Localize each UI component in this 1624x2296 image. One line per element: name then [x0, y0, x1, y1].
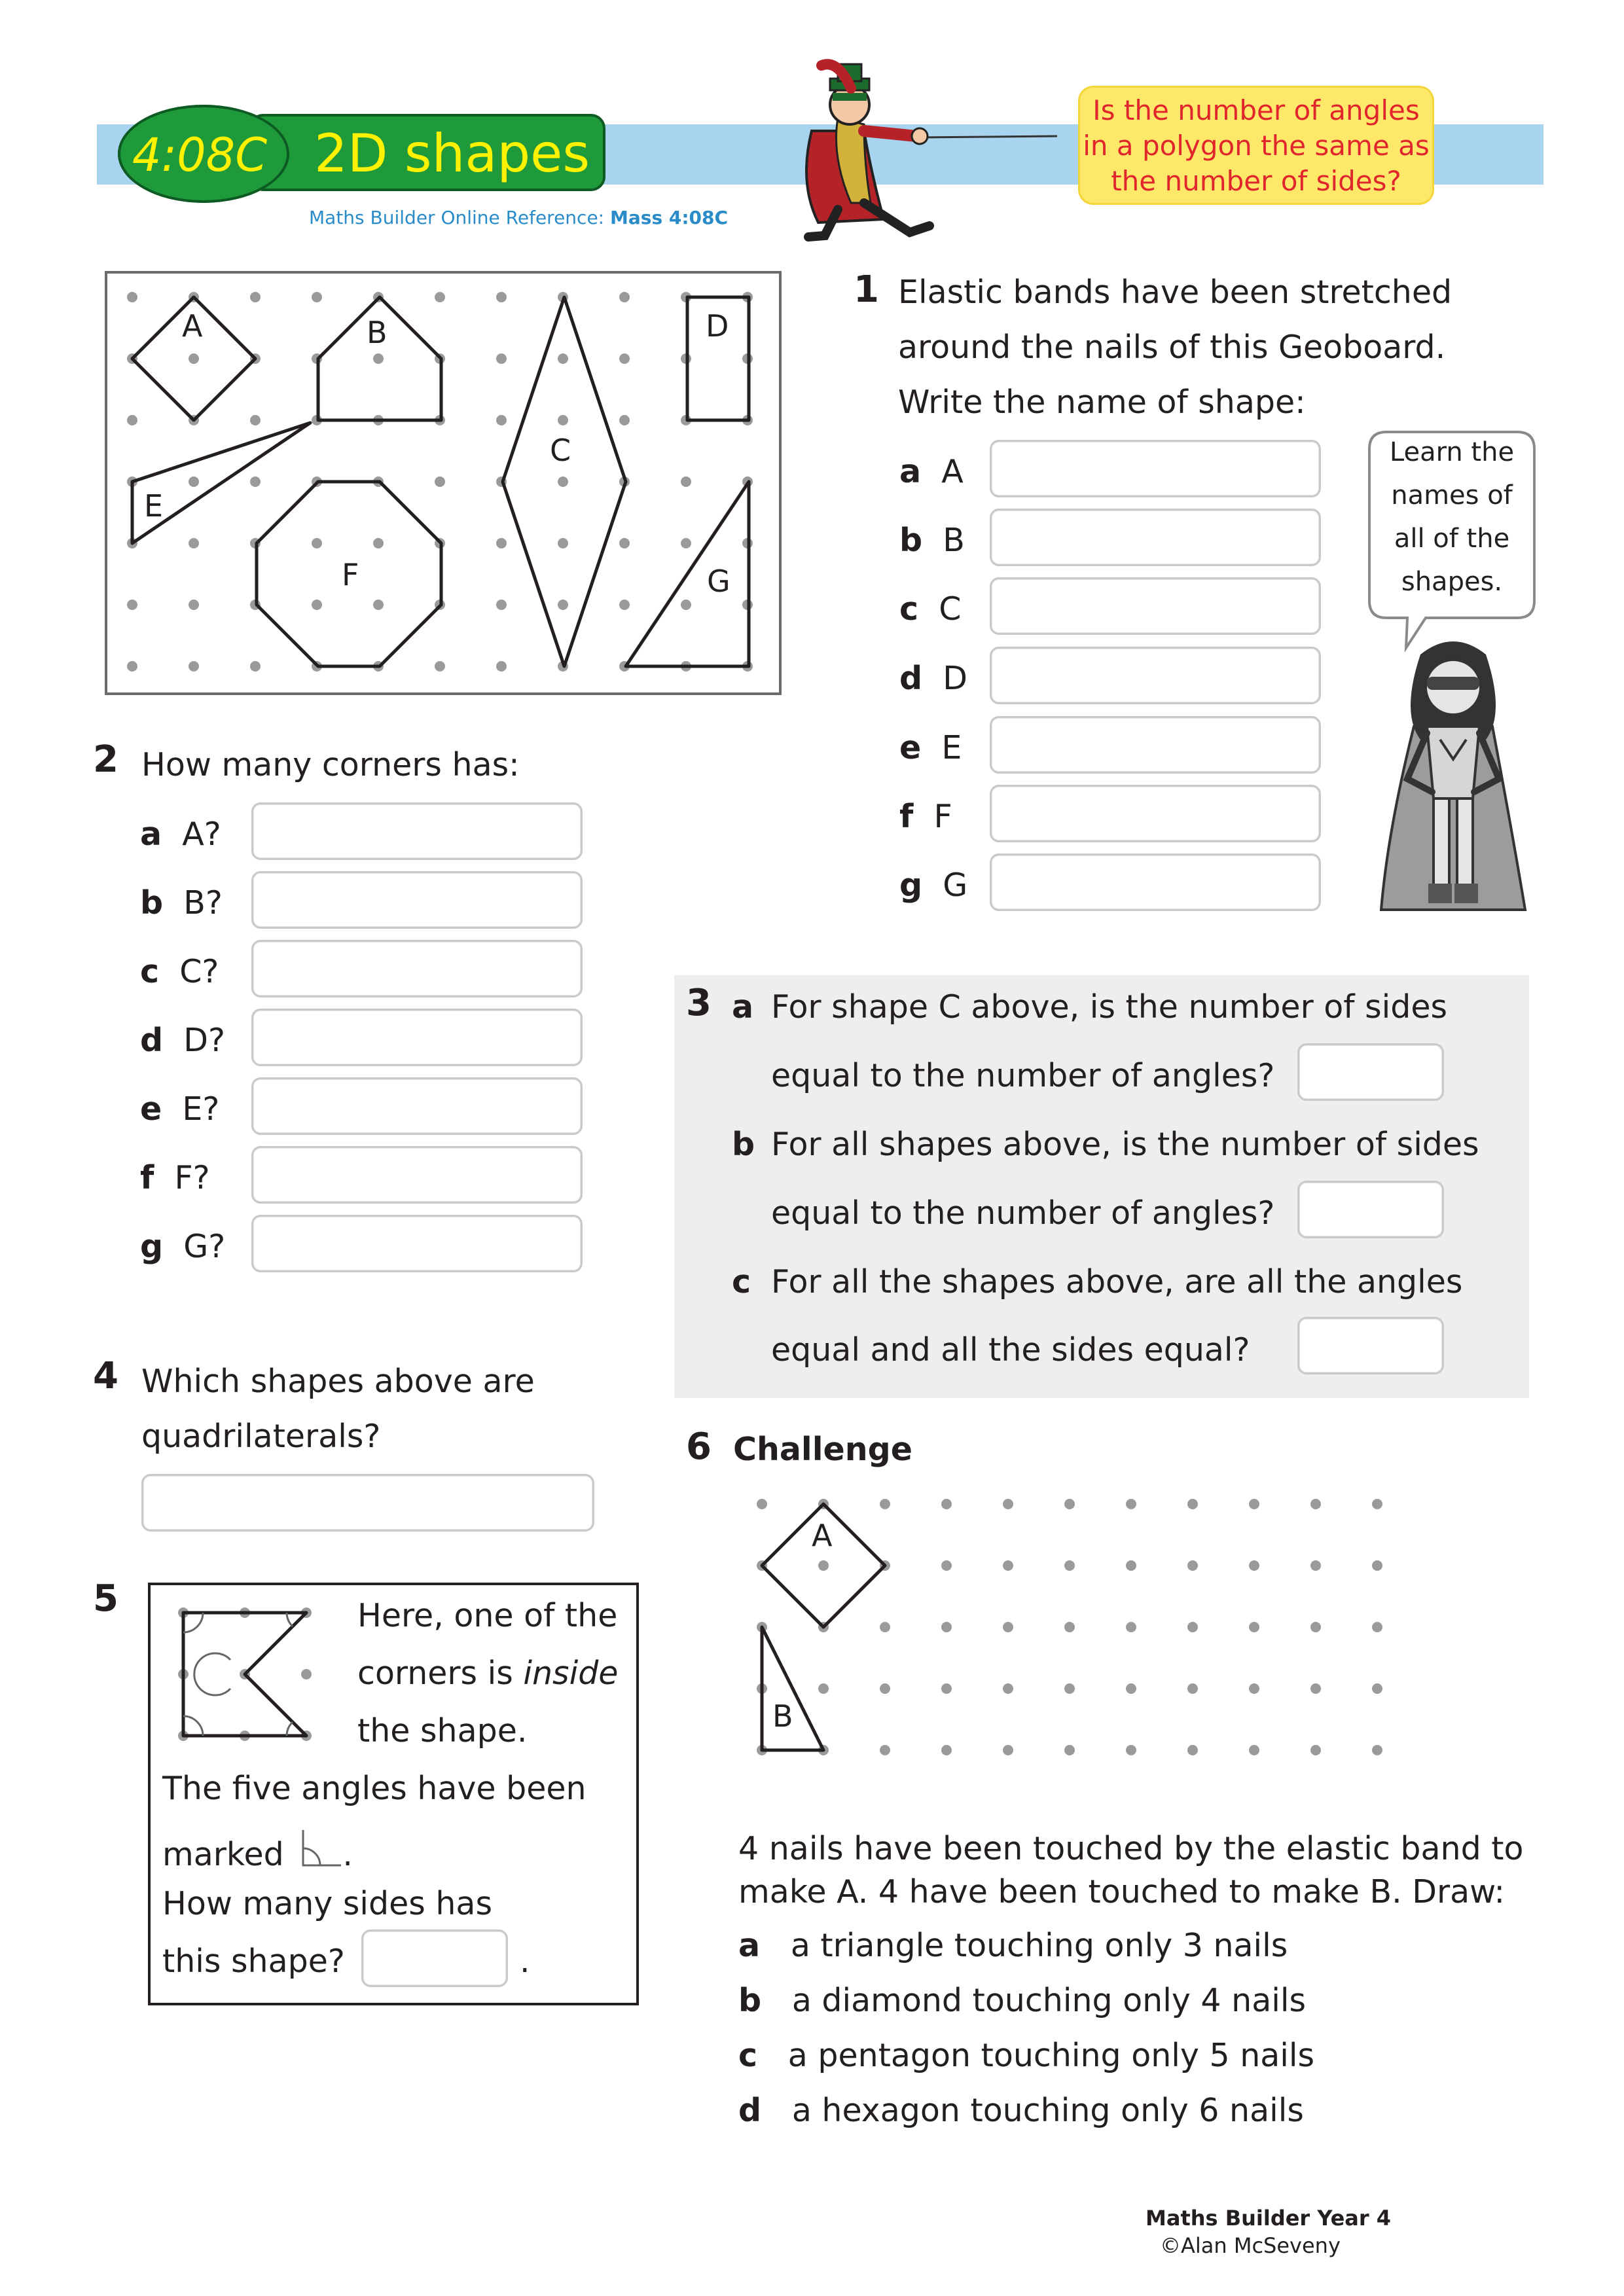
- nail: [189, 538, 199, 548]
- q2-answer-c[interactable]: [251, 940, 583, 997]
- nail: [941, 1499, 952, 1509]
- q2-item-letter: d: [140, 1022, 164, 1059]
- nail: [757, 1499, 767, 1509]
- nail: [880, 1622, 890, 1632]
- nail: [312, 538, 322, 548]
- q6-nail-grid: [746, 1487, 1401, 1762]
- nail: [496, 600, 507, 610]
- nail: [1187, 1622, 1198, 1632]
- nail: [558, 476, 568, 487]
- q1-item-b: [899, 522, 965, 559]
- q3-item-c-letter: c: [732, 1263, 751, 1300]
- nail: [250, 415, 261, 425]
- q1-item-letter: g: [899, 867, 923, 904]
- q1-item-letter: b: [899, 522, 923, 559]
- q6-item-letter: b: [738, 1982, 762, 2019]
- footer-copyright: ©Alan McSeveny: [1160, 2233, 1341, 2258]
- q1-item-a: [899, 453, 964, 490]
- q1-number: 1: [854, 268, 879, 311]
- q2-item-letter: b: [140, 884, 164, 922]
- q2-item-letter: e: [140, 1090, 162, 1128]
- nail: [1126, 1745, 1136, 1755]
- nail: [1310, 1683, 1321, 1694]
- q2-item-letter: a: [140, 816, 162, 853]
- nail: [250, 292, 261, 302]
- nail: [1126, 1622, 1136, 1632]
- q1-answer-d[interactable]: [990, 647, 1321, 704]
- nail: [941, 1683, 952, 1694]
- q6-item-letter: d: [738, 2092, 762, 2129]
- nail: [558, 538, 568, 548]
- nail: [619, 538, 630, 548]
- nail: [619, 292, 630, 302]
- q5-answer[interactable]: [361, 1929, 508, 1987]
- q2-item-letter: c: [140, 953, 160, 990]
- reference-code: Mass 4:08C: [610, 207, 729, 228]
- label-f: F: [342, 557, 359, 592]
- nail: [435, 661, 445, 672]
- villain-mascot-illustration: [792, 52, 1067, 242]
- nail: [312, 600, 322, 610]
- nail: [681, 538, 691, 548]
- q3-answer-c[interactable]: [1297, 1317, 1444, 1374]
- nail: [250, 476, 261, 487]
- nail: [1249, 1622, 1259, 1632]
- q1-item-label: B: [943, 522, 965, 559]
- q6-item-text: a pentagon touching only 5 nails: [787, 2037, 1315, 2074]
- nail: [250, 661, 261, 672]
- q6-item-c: [738, 2037, 1314, 2074]
- nail: [1249, 1683, 1259, 1694]
- q6-intro-1: 4 nails have been touched by the elastic band to: [738, 1830, 1524, 1867]
- q5-emphasis: inside: [523, 1655, 619, 1692]
- nail: [1064, 1560, 1075, 1571]
- q2-item-label: E?: [182, 1090, 220, 1128]
- nail: [1003, 1560, 1013, 1571]
- q5-line-3: the shape.: [357, 1712, 528, 1749]
- q6-number: 6: [686, 1426, 712, 1468]
- q6-item-a: [738, 1927, 1288, 1964]
- nail: [127, 415, 137, 425]
- tip-line-1: Is the number of angles: [1092, 94, 1420, 126]
- angle-mark-icon: [294, 1827, 342, 1869]
- nail: [1064, 1622, 1075, 1632]
- q2-item-label: G?: [183, 1228, 226, 1265]
- nail: [1372, 1745, 1382, 1755]
- q2-item-c: [140, 953, 219, 990]
- q2-text: How many corners has:: [141, 746, 520, 783]
- q4-answer[interactable]: [141, 1474, 594, 1532]
- lesson-code: 4:08C: [132, 128, 268, 182]
- nail: [619, 600, 630, 610]
- nail: [1003, 1499, 1013, 1509]
- superhero-mascot-illustration: [1375, 635, 1532, 923]
- q1-item-letter: e: [899, 729, 922, 766]
- label-a: A: [182, 308, 203, 344]
- q2-item-e: [140, 1090, 219, 1128]
- nail: [127, 661, 137, 672]
- nail: [1372, 1499, 1382, 1509]
- q6-item-text: a triangle touching only 3 nails: [790, 1927, 1288, 1964]
- q4-number: 4: [93, 1355, 118, 1397]
- tip-box: [1080, 88, 1432, 203]
- nail: [496, 538, 507, 548]
- q5-line-1: Here, one of the: [357, 1597, 618, 1634]
- q6-title: Challenge: [733, 1431, 912, 1468]
- label-e: E: [144, 488, 164, 524]
- q5-period-1: .: [342, 1836, 353, 1873]
- q2-item-g: [140, 1228, 225, 1265]
- q1-item-label: A: [941, 453, 964, 490]
- q5-period-2: .: [520, 1943, 530, 1980]
- q2-answer-d[interactable]: [251, 1009, 583, 1066]
- nail: [496, 415, 507, 425]
- q3-item-a-line-1: For shape C above, is the number of sides: [771, 988, 1448, 1026]
- nail: [1187, 1560, 1198, 1571]
- q2-answer-a[interactable]: [251, 802, 583, 860]
- q2-answer-e[interactable]: [251, 1077, 583, 1135]
- nail: [1064, 1745, 1075, 1755]
- q5-line-2: [357, 1655, 618, 1692]
- q6-nails: [757, 1499, 1382, 1755]
- hint-line-2: names of: [1391, 480, 1513, 511]
- q3-item-a-letter: a: [732, 988, 754, 1026]
- nail: [1372, 1683, 1382, 1694]
- q1-item-letter: d: [899, 660, 923, 697]
- reference-label: [309, 207, 728, 228]
- q6-item-letter: a: [738, 1927, 761, 1964]
- nail: [1310, 1499, 1321, 1509]
- nail: [1003, 1683, 1013, 1694]
- q5-arrow-shape-diagram: [171, 1601, 322, 1751]
- q1-line-1: Elastic bands have been stretched: [898, 274, 1453, 311]
- q1-item-letter: f: [899, 798, 914, 835]
- q5-line-2-text: corners is: [357, 1655, 513, 1692]
- q1-item-f: [899, 798, 952, 835]
- q6-item-letter: c: [738, 2037, 758, 2074]
- nail: [1310, 1745, 1321, 1755]
- q2-item-label: F?: [174, 1159, 210, 1196]
- q2-item-label: D?: [183, 1022, 225, 1059]
- nail: [189, 661, 199, 672]
- q1-answer-g[interactable]: [990, 853, 1321, 911]
- nail: [127, 600, 137, 610]
- q1-item-label: D: [943, 660, 967, 697]
- nail: [373, 600, 384, 610]
- q1-line-2: around the nails of this Geoboard.: [898, 329, 1446, 366]
- q1-item-c: [899, 590, 961, 628]
- nail: [681, 476, 691, 487]
- nail: [1003, 1745, 1013, 1755]
- q1-line-3: Write the name of shape:: [898, 384, 1306, 421]
- nail: [496, 353, 507, 364]
- q2-item-letter: g: [140, 1228, 164, 1265]
- nail: [941, 1622, 952, 1632]
- q3-item-b-line-2: equal to the number of angles?: [771, 1194, 1275, 1232]
- q3-item-b-letter: b: [732, 1126, 755, 1163]
- q1-item-e: [899, 729, 962, 766]
- q4-line-2: quadrilaterals?: [141, 1418, 381, 1455]
- q6-label-b: B: [772, 1698, 793, 1734]
- nail: [619, 415, 630, 425]
- q3-item-c-line-2: equal and all the sides equal?: [771, 1331, 1250, 1369]
- q5-marked-text: marked: [162, 1836, 284, 1873]
- hint-line-4: shapes.: [1401, 567, 1503, 597]
- q6-item-text: a hexagon touching only 6 nails: [791, 2092, 1304, 2129]
- nail: [941, 1560, 952, 1571]
- nail: [818, 1560, 829, 1571]
- label-c: C: [550, 433, 571, 468]
- tip-line-2: in a polygon the same as: [1083, 130, 1430, 162]
- nail: [1372, 1560, 1382, 1571]
- q6-item-d: [738, 2092, 1304, 2129]
- nail: [818, 1683, 829, 1694]
- nail: [1003, 1622, 1013, 1632]
- hint-line-1: Learn the: [1389, 437, 1515, 467]
- nail: [1126, 1499, 1136, 1509]
- nail: [1064, 1683, 1075, 1694]
- hint-line-3: all of the: [1394, 524, 1510, 554]
- nail: [1187, 1745, 1198, 1755]
- nail: [189, 476, 199, 487]
- q2-item-d: [140, 1022, 225, 1059]
- page-title: 2D shapes: [314, 123, 590, 184]
- q2-answer-b[interactable]: [251, 871, 583, 929]
- q5-line-6: How many sides has: [162, 1885, 492, 1922]
- nail: [1249, 1560, 1259, 1571]
- q1-item-label: C: [939, 590, 962, 628]
- q3-answer-a[interactable]: [1297, 1043, 1444, 1101]
- nail: [127, 292, 137, 302]
- nail: [1064, 1499, 1075, 1509]
- q6-item-b: [738, 1982, 1306, 2019]
- q2-item-label: A?: [182, 816, 221, 853]
- nail: [558, 415, 568, 425]
- nail: [312, 292, 322, 302]
- geoboard: [105, 271, 782, 695]
- nail: [1126, 1560, 1136, 1571]
- q6-label-a: A: [812, 1518, 833, 1553]
- q6-item-text: a diamond touching only 4 nails: [791, 1982, 1307, 2019]
- q1-item-label: E: [941, 729, 962, 766]
- q5-line-4: The five angles have been: [162, 1770, 586, 1807]
- q2-item-label: C?: [179, 953, 219, 990]
- label-b: B: [367, 315, 388, 350]
- q2-answer-f[interactable]: [251, 1146, 583, 1204]
- nail: [1126, 1683, 1136, 1694]
- q5-line-7: this shape?: [162, 1943, 345, 1980]
- q1-answer-b[interactable]: [990, 509, 1321, 566]
- nail: [1372, 1622, 1382, 1632]
- q1-item-label: F: [933, 798, 952, 835]
- nail: [373, 538, 384, 548]
- lesson-badge: [118, 105, 615, 203]
- q3-number: 3: [686, 982, 712, 1024]
- q1-answer-e[interactable]: [990, 716, 1321, 774]
- q3-item-b-line-1: For all shapes above, is the number of sides: [771, 1126, 1479, 1163]
- nail: [496, 292, 507, 302]
- nail: [1249, 1745, 1259, 1755]
- q1-item-label: G: [943, 867, 968, 904]
- nail: [1187, 1683, 1198, 1694]
- label-d: D: [706, 308, 729, 344]
- q3-item-c-line-1: For all the shapes above, are all the angles: [771, 1263, 1463, 1300]
- nail: [1310, 1622, 1321, 1632]
- nail: [880, 1683, 890, 1694]
- nail: [880, 1745, 890, 1755]
- tip-line-3: the number of sides?: [1111, 165, 1401, 197]
- label-g: G: [707, 564, 731, 599]
- q1-answer-f[interactable]: [990, 785, 1321, 842]
- q5-number: 5: [93, 1577, 118, 1620]
- nail: [189, 600, 199, 610]
- q2-item-a: [140, 816, 221, 853]
- q2-item-letter: f: [140, 1159, 154, 1196]
- q5-line-5: [162, 1827, 353, 1873]
- nail: [435, 292, 445, 302]
- nail: [619, 353, 630, 364]
- shape-e-triangle: [132, 423, 310, 543]
- q1-item-d: [899, 660, 967, 697]
- q1-answer-c[interactable]: [990, 577, 1321, 635]
- q3-answer-b[interactable]: [1297, 1181, 1444, 1238]
- q1-answer-a[interactable]: [990, 440, 1321, 497]
- q6-intro-2: make A. 4 have been touched to make B. Draw:: [738, 1873, 1506, 1910]
- reference-text: Maths Builder Online Reference:: [309, 207, 605, 228]
- nail: [681, 600, 691, 610]
- nail: [558, 600, 568, 610]
- q3-item-a-line-2: equal to the number of angles?: [771, 1057, 1275, 1094]
- nail: [496, 661, 507, 672]
- q2-item-b: [140, 884, 223, 922]
- q4-line-1: Which shapes above are: [141, 1363, 535, 1400]
- nail: [880, 1499, 890, 1509]
- nail: [1249, 1499, 1259, 1509]
- nail: [435, 476, 445, 487]
- nail: [189, 353, 199, 364]
- nail: [941, 1745, 952, 1755]
- q1-item-letter: a: [899, 453, 922, 490]
- q2-item-f: [140, 1159, 210, 1196]
- nail: [1187, 1499, 1198, 1509]
- q2-item-label: B?: [183, 884, 223, 922]
- nail: [1310, 1560, 1321, 1571]
- nail: [373, 353, 384, 364]
- q2-number: 2: [93, 738, 118, 781]
- footer-book: Maths Builder Year 4: [1146, 2206, 1392, 2231]
- q2-answer-g[interactable]: [251, 1215, 583, 1272]
- q1-item-g: [899, 867, 967, 904]
- q1-item-letter: c: [899, 590, 919, 628]
- nail: [558, 353, 568, 364]
- shape-g-triangle: [626, 482, 749, 666]
